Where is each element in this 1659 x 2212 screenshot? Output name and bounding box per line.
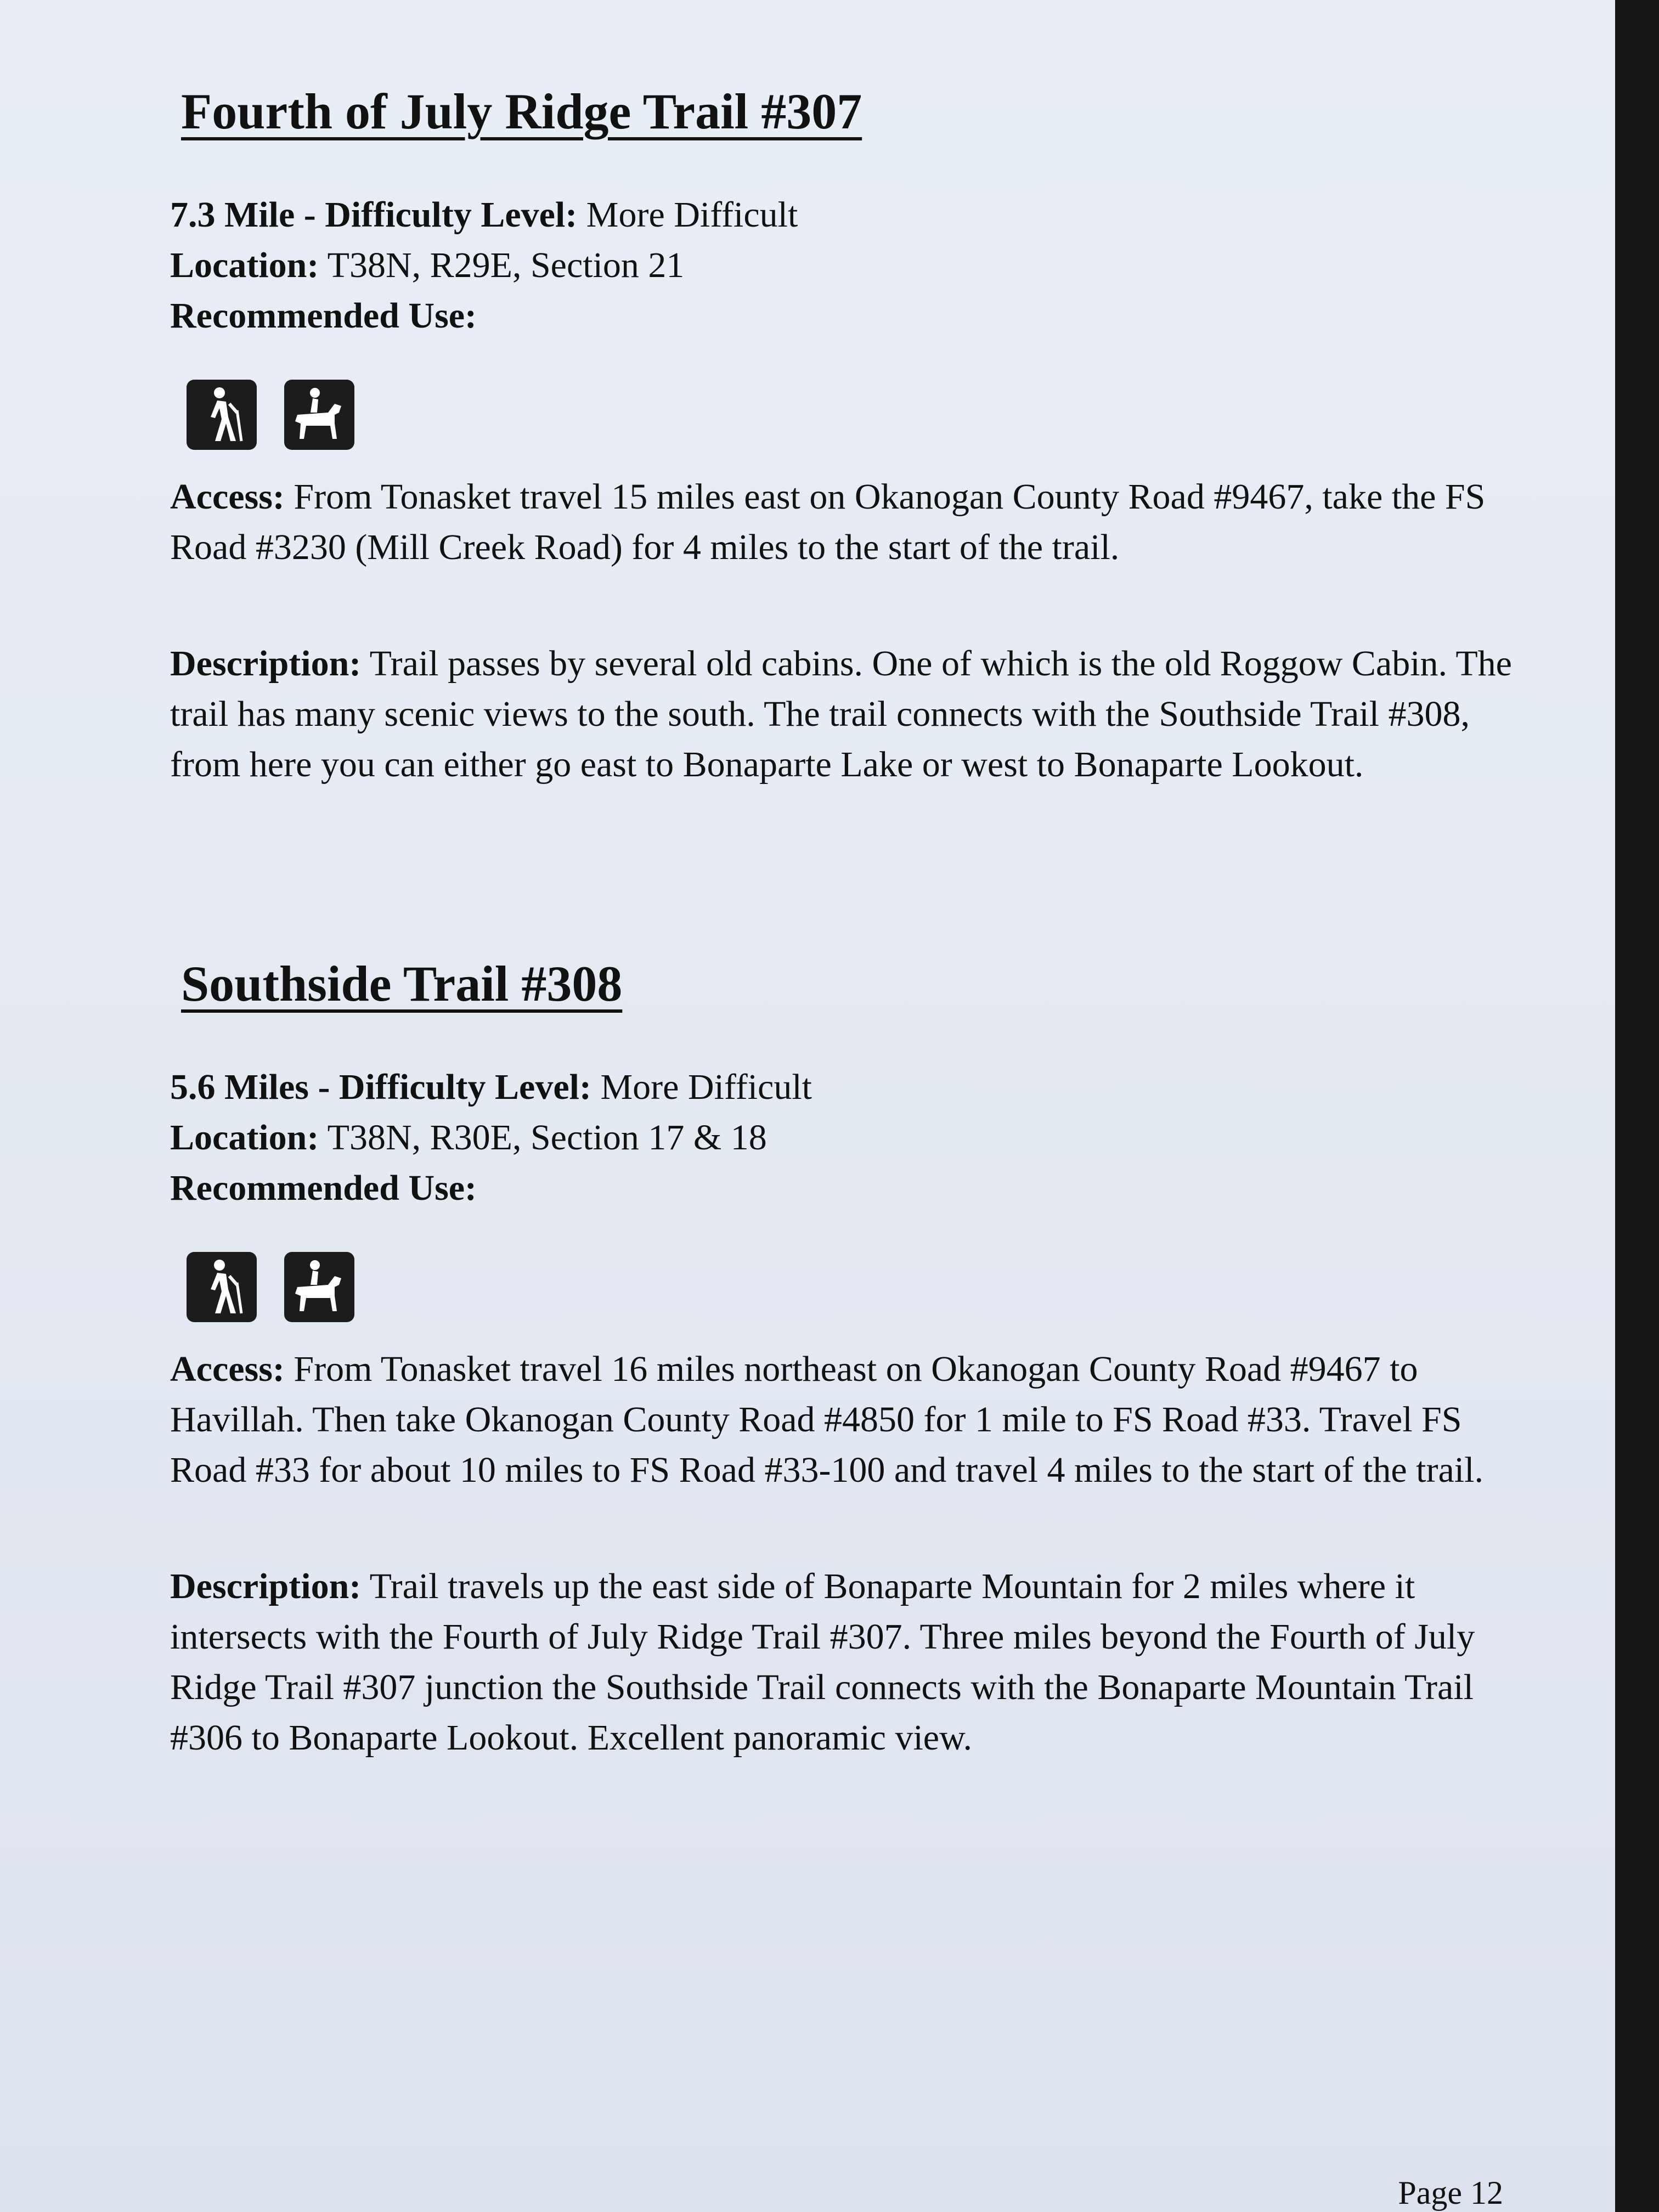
recommended-use-icons: [187, 380, 1514, 450]
description-text: Trail travels up the east side of Bonaparte Mountain for 2 miles where it intersects with the Fourth of July Ridge Trail #307. Three miles beyond the Fourth of July Ridge Trail #307 junction the Southside Trail connects with the Bonaparte Mountain Trail #306 to Bonaparte Lookout. Excellent panoramic view.: [170, 1566, 1475, 1758]
description-label: Description:: [170, 1566, 362, 1606]
trail-section-307: [170, 82, 1514, 790]
difficulty-value: More Difficult: [586, 195, 798, 235]
recommended-use-label: Recommended Use:: [170, 1168, 477, 1208]
recommended-use-label: Recommended Use:: [170, 296, 477, 336]
access-label: Access:: [170, 477, 285, 517]
access-text: From Tonasket travel 16 miles northeast on Okanogan County Road #9467 to Havillah. Then take Okanogan County Road #4850 for 1 mile to FS Road #33. Travel FS Road #33 for about 10 miles to FS Road #33-100 and travel 4 miles to the start of the trail.: [170, 1349, 1483, 1490]
location-label: Location:: [170, 245, 319, 285]
access-paragraph: [170, 472, 1514, 573]
horse-rider-icon: [284, 380, 354, 450]
difficulty-line: [170, 1062, 1514, 1113]
description-paragraph: [170, 639, 1514, 790]
location-value: T38N, R29E, Section 21: [327, 245, 685, 285]
location-line: [170, 1113, 1514, 1163]
horse-rider-icon: [284, 1252, 354, 1322]
difficulty-line: [170, 190, 1514, 240]
location-line: [170, 240, 1514, 291]
description-label: Description:: [170, 644, 362, 684]
access-label: Access:: [170, 1349, 285, 1389]
distance-label: 5.6 Miles - Difficulty Level:: [170, 1067, 591, 1107]
recommended-use-icons: [187, 1252, 1514, 1322]
distance-label: 7.3 Mile - Difficulty Level:: [170, 195, 578, 235]
page-content: [170, 82, 1514, 1928]
access-paragraph: [170, 1344, 1514, 1496]
description-paragraph: [170, 1561, 1514, 1763]
location-value: T38N, R30E, Section 17 & 18: [327, 1118, 767, 1158]
trail-section-308: [170, 955, 1514, 1763]
trail-title: Fourth of July Ridge Trail #307: [181, 83, 862, 139]
page-number: Page 12: [1398, 2175, 1503, 2211]
hiker-icon: [187, 380, 257, 450]
description-text: Trail passes by several old cabins. One of which is the old Roggow Cabin. The trail has many scenic views to the south. The trail connects with the Southside Trail #308, from here you can either go east to Bonaparte Lake or west to Bonaparte Lookout.: [170, 644, 1512, 785]
background-edge: [1615, 0, 1659, 2212]
location-label: Location:: [170, 1118, 319, 1158]
access-text: From Tonasket travel 15 miles east on Okanogan County Road #9467, take the FS Road #3230 (Mill Creek Road) for 4 miles to the start of the trail.: [170, 477, 1486, 567]
hiker-icon: [187, 1252, 257, 1322]
trail-title: Southside Trail #308: [181, 956, 623, 1012]
difficulty-value: More Difficult: [600, 1067, 812, 1107]
